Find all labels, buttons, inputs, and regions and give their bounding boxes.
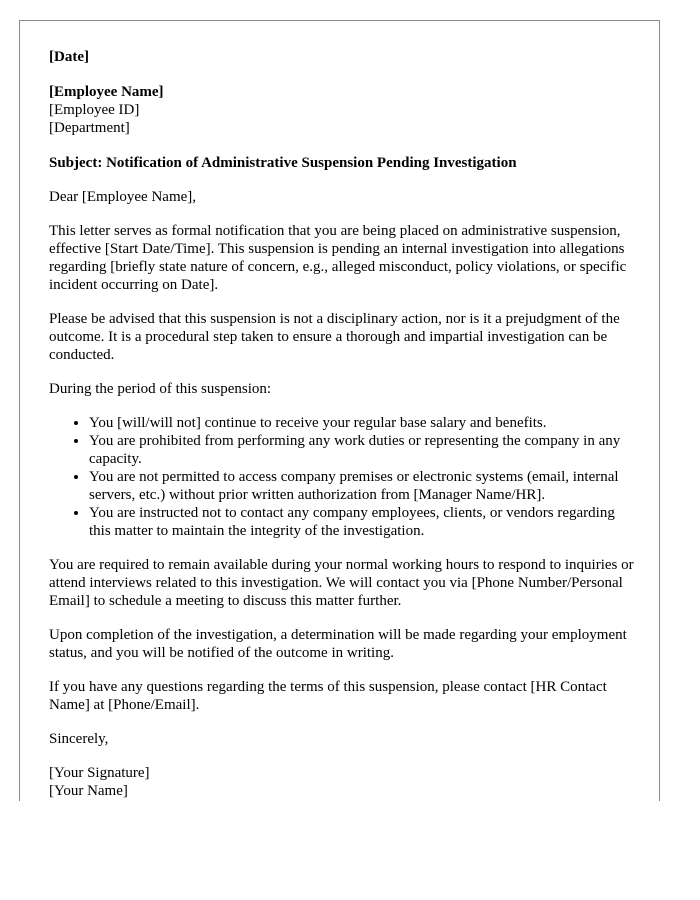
recipient-block <box>49 83 639 137</box>
recipient-name: [Employee Name] <box>49 84 164 100</box>
suspension-conditions-list <box>49 414 639 540</box>
body-paragraph-not-disciplinary: Please be advised that this suspension is not a disciplinary action, nor is it a prejudgment of the outcome. It is a procedural step taken to ensure a thorough and impartial investigation can be conducted. <box>49 311 620 363</box>
body-paragraph-outcome: Upon completion of the investigation, a determination will be made regarding your employment status, and you will be notified of the outcome in writing. <box>49 627 627 661</box>
list-item: • You are instructed not to contact any company employees, clients, or vendors regarding this matter to maintain the integrity of the investigation. <box>89 504 639 540</box>
body-paragraph-period-intro: During the period of this suspension: <box>49 381 272 397</box>
sender-name: [Your Name] <box>49 783 128 799</box>
body-paragraph-questions: If you have any questions regarding the terms of this suspension, please contact [HR Contact Name] at [Phone/Email]. <box>49 679 607 713</box>
list-item: • You [will/will not] continue to receive your regular base salary and benefits. <box>89 414 639 432</box>
closing-line: Sincerely, <box>49 731 109 747</box>
letter-date: [Date] <box>49 49 89 65</box>
subject-line: Subject: Notification of Administrative Suspension Pending Investigation <box>49 155 517 171</box>
list-item: • You are not permitted to access company premises or electronic systems (email, internal servers, etc.) without prior written authorization from [Manager Name/HR]. <box>89 468 639 504</box>
signature-line: [Your Signature] <box>49 765 150 781</box>
recipient-department: [Department] <box>49 120 130 136</box>
letter-document <box>19 20 660 801</box>
recipient-id: [Employee ID] <box>49 102 140 118</box>
list-item: • You are prohibited from performing any work duties or representing the company in any capacity. <box>89 432 639 468</box>
body-paragraph-availability: You are required to remain available during your normal working hours to respond to inquiries or attend interviews related to this investigation. We will contact you via [Phone Number/Personal Email] to schedule a meeting to discuss this matter further. <box>49 557 634 609</box>
body-paragraph-notification: This letter serves as formal notification that you are being placed on administrative suspension, effective [Start Date/Time]. This suspension is pending an internal investigation into allegations regarding [briefly state nature of concern, e.g., alleged misconduct, policy violations, or specific incident occurring on Date]. <box>49 223 627 293</box>
salutation: Dear [Employee Name], <box>49 189 197 205</box>
